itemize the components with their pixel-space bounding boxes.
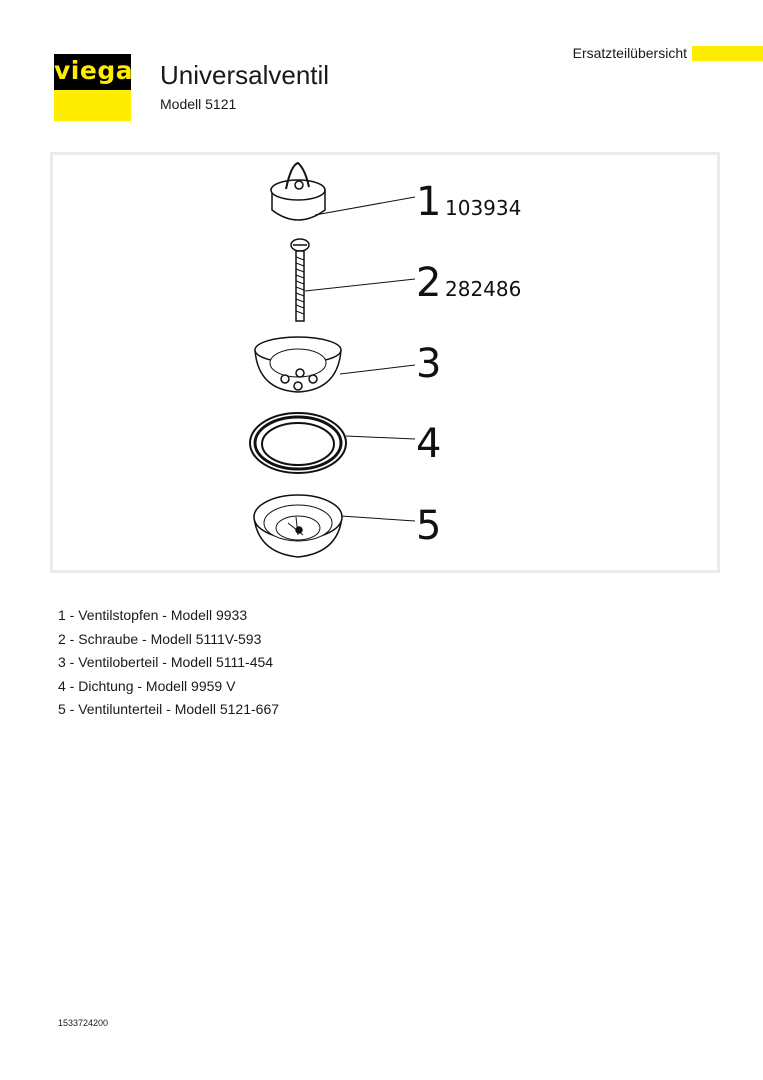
callout-number-5: 5 — [416, 503, 442, 549]
viega-logo — [54, 54, 134, 121]
logo-black-block — [54, 54, 134, 90]
logo-yellow-block — [54, 90, 131, 121]
exploded-parts-drawing — [50, 152, 720, 573]
callout-number-1: 1 — [416, 179, 442, 225]
parts-drawing-svg — [53, 155, 717, 570]
document-number: 1533724200 — [58, 1018, 109, 1028]
part-code-2: 282486 — [445, 277, 522, 301]
valve-bottom-part-illustration — [254, 495, 342, 557]
parts-list-item: 4 - Dichtung - Modell 9959 V — [58, 677, 236, 694]
gasket-ring-part-illustration — [250, 413, 346, 473]
screw-part-illustration — [291, 239, 309, 321]
stopper-part-illustration — [271, 163, 325, 220]
document-type-bar — [692, 46, 763, 61]
parts-list-item: 5 - Ventilunterteil - Modell 5121-667 — [58, 701, 280, 718]
document-type-label: Ersatzteilübersicht — [572, 45, 687, 61]
parts-list — [58, 604, 279, 722]
valve-top-part-illustration — [255, 337, 341, 392]
callout-number-4: 4 — [416, 421, 442, 467]
part-code-1: 103934 — [445, 196, 522, 220]
logo-text: viega — [54, 56, 134, 85]
callout-number-2: 2 — [416, 260, 442, 306]
parts-list-item: 3 - Ventiloberteil - Modell 5111-454 — [58, 654, 274, 671]
page-title: Universalventil — [160, 60, 330, 90]
parts-list-item: 1 - Ventilstopfen - Modell 9933 — [58, 607, 248, 623]
callout-number-3: 3 — [416, 341, 442, 387]
page-subtitle: Modell 5121 — [160, 96, 237, 112]
parts-list-item: 2 - Schraube - Modell 5111V-593 — [58, 630, 262, 647]
